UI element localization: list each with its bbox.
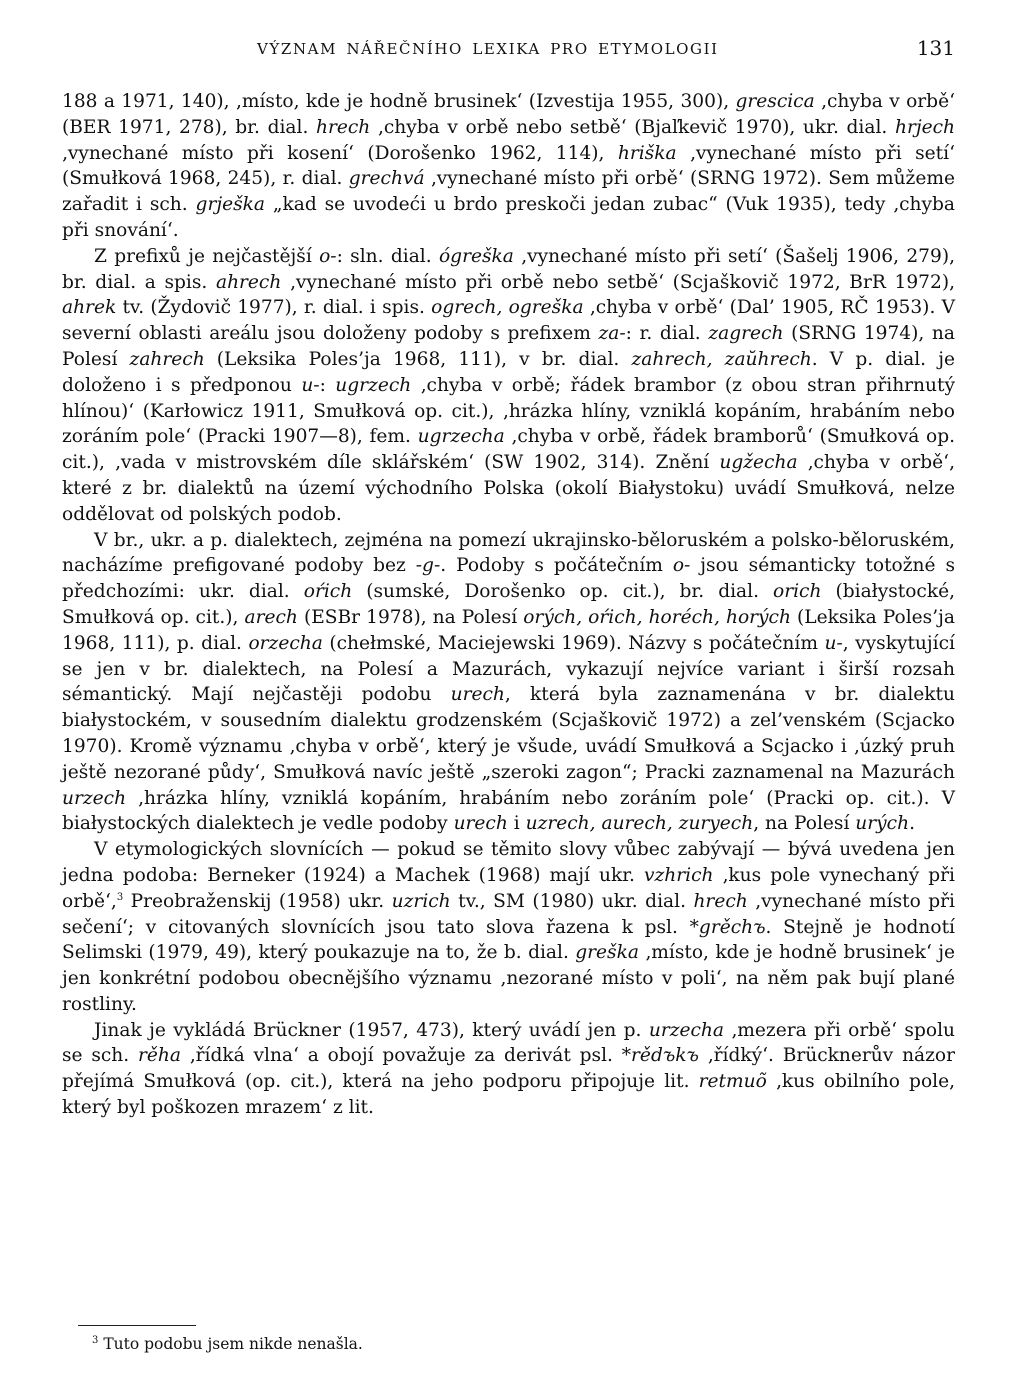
footnote-text: Tuto podobu jsem nikde nenašla. [103, 1335, 363, 1353]
footnote [92, 1335, 363, 1353]
page-header [62, 36, 955, 64]
paragraph-2: Z prefixů je nejčastější o-: sln. dial. ógreška ‚vynechané místo při setí‘ (Šašelj 1906, 279), br. dial. a spis. ahrech ‚vynechané místo při orbě nebo setbě‘ (Scjaškovič 1972, BrR 1972), ahrek tv. (Žydovič 1977), r. dial. i spis. ogrech, ogreška ‚chyba v orbě‘ (Dal’ 1905, RČ 1953). V severní oblasti areálu jsou doloženy podoby s prefixem za-: r. dial. zagrech (SRNG 1974), na Polesí zahrech (Leksika Poles’ja 1968, 111), v br. dial. zahrech, zaŭhrech. V p. dial. je doloženo i s předponou u-: ugrzech ‚chyba v orbě; řádek brambor (z obou stran přihrnutý hlínou)‘ (Karłowicz 1911, Smułková op. cit.), ‚hrázka hlíny, vzniklá kopáním, hrabáním nebo zoráním pole‘ (Pracki 1907—8), fem. ugrzecha ‚chyba v orbě, řádek bramborů‘ (Smułková op. cit.), ‚vada v mistrovském díle sklářském‘ (SW 1902, 314). Znění ugžecha ‚chyba v orbě‘, které z br. dialektů na území východního Polska (okolí Białystoku) uvádí Smułková, nelze oddělovat od polských podob. [62, 245, 956, 525]
paragraph-1: 188 a 1971, 140), ‚místo, kde je hodně brusinek‘ (Izvestija 1955, 300), grescica ‚chyba v orbě‘ (BER 1971, 278), br. dial. hrech ‚chyba v orbě nebo setbě‘ (Bjaľkevič 1970), ukr. dial. hrjech ‚vynechané místo při kosení‘ (Dorošenko 1962, 114), hriška ‚vynechané místo při setí‘ (Smułková 1968, 245), r. dial. grechvá ‚vynechané místo při orbě‘ (SRNG 1972). Sem můžeme zařadit i sch. grješka „kad se uvodeći u brdo preskoči jedan zubac“ (Vuk 1935), tedy ‚chyba při snování‘. [62, 91, 956, 241]
running-title: VÝZNAM NÁŘEČNÍHO LEXIKA PRO ETYMOLOGII [257, 40, 719, 58]
body-text [62, 89, 955, 1121]
paragraph-3: V br., ukr. a p. dialektech, zejména na pomezí ukrajinsko-běloruském a polsko-běloruském, nacházíme prefigované podoby bez -g-. Podoby s počátečním o- jsou sémanticky totožné s předchozími: ukr. dial. oŕich (sumské, Dorošenko op. cit.), br. dial. orich (białystocké, Smułková op. cit.), arech (ESBr 1978), na Polesí orých, oŕich, horéch, horých (Leksika Poles’ja 1968, 111), p. dial. orzecha (chełmské, Maciejewski 1969). Názvy s počátečním u-, vyskytující se jen v br. dialektech, na Polesí a Mazurách, vykazují nejvíce variant i širší rozsah sémantický. Mají nejčastěji podobu urech, která byla zaznamenána v br. dialektu białystockém, v sousedním dialektu grodzenském (Scjaškovič 1972) a zel’venském (Scjacko 1970). Kromě významu ‚chyba v orbě‘, který je všude, uvádí Smułková a Scjacko i ‚úzký pruh ještě nezorané půdy‘, Smułková navíc ještě „szeroki zagon“; Pracki zaznamenal na Mazurách urzech ‚hrázka hlíny, vzniklá kopáním, hrabáním nebo zoráním pole‘ (Pracki op. cit.). V białystockých dialektech je vedle podoby urech i uzrech, aurech, zuryech, na Polesí urých. [62, 529, 956, 835]
page-number: 131 [916, 36, 955, 60]
paragraph-5: Jinak je vykládá Brückner (1957, 473), který uvádí jen p. urzecha ‚mezera při orbě‘ spolu se sch. rěha ‚řídká vlna‘ a obojí považuje za derivát psl. *rědъkъ ‚řídký‘. Brücknerův názor přejímá Smułková (op. cit.), která na jeho podporu připojuje lit. retmuõ ‚kus obilního pole, který byl poškozen mrazem‘ z lit. [62, 1019, 956, 1119]
footnote-rule [78, 1325, 196, 1326]
paragraph-4: V etymologických slovnících — pokud se těmito slovy vůbec zabývají — bývá uvedena jen jedna podoba: Berneker (1924) a Machek (1968) mají ukr. vzhrich ‚kus pole vynechaný při orbě‘,$^3$ Preobraženskij (1958) ukr. uzrich tv., SM (1980) ukr. dial. hrech ‚vynechané místo při sečení‘; v citovaných slovnících jsou tato slova řazena k psl. *grěchъ. Stejně je hodnotí Selimski (1979, 49), který poukazuje na to, že b. dial. greška ‚místo, kde je hodně brusinek‘ je jen konkrétní podobou obecnějšího významu ‚nezorané místo v poli‘, na něm pak bují plané rostliny. [62, 839, 955, 1015]
footnote-marker: 3 [92, 1334, 99, 1346]
